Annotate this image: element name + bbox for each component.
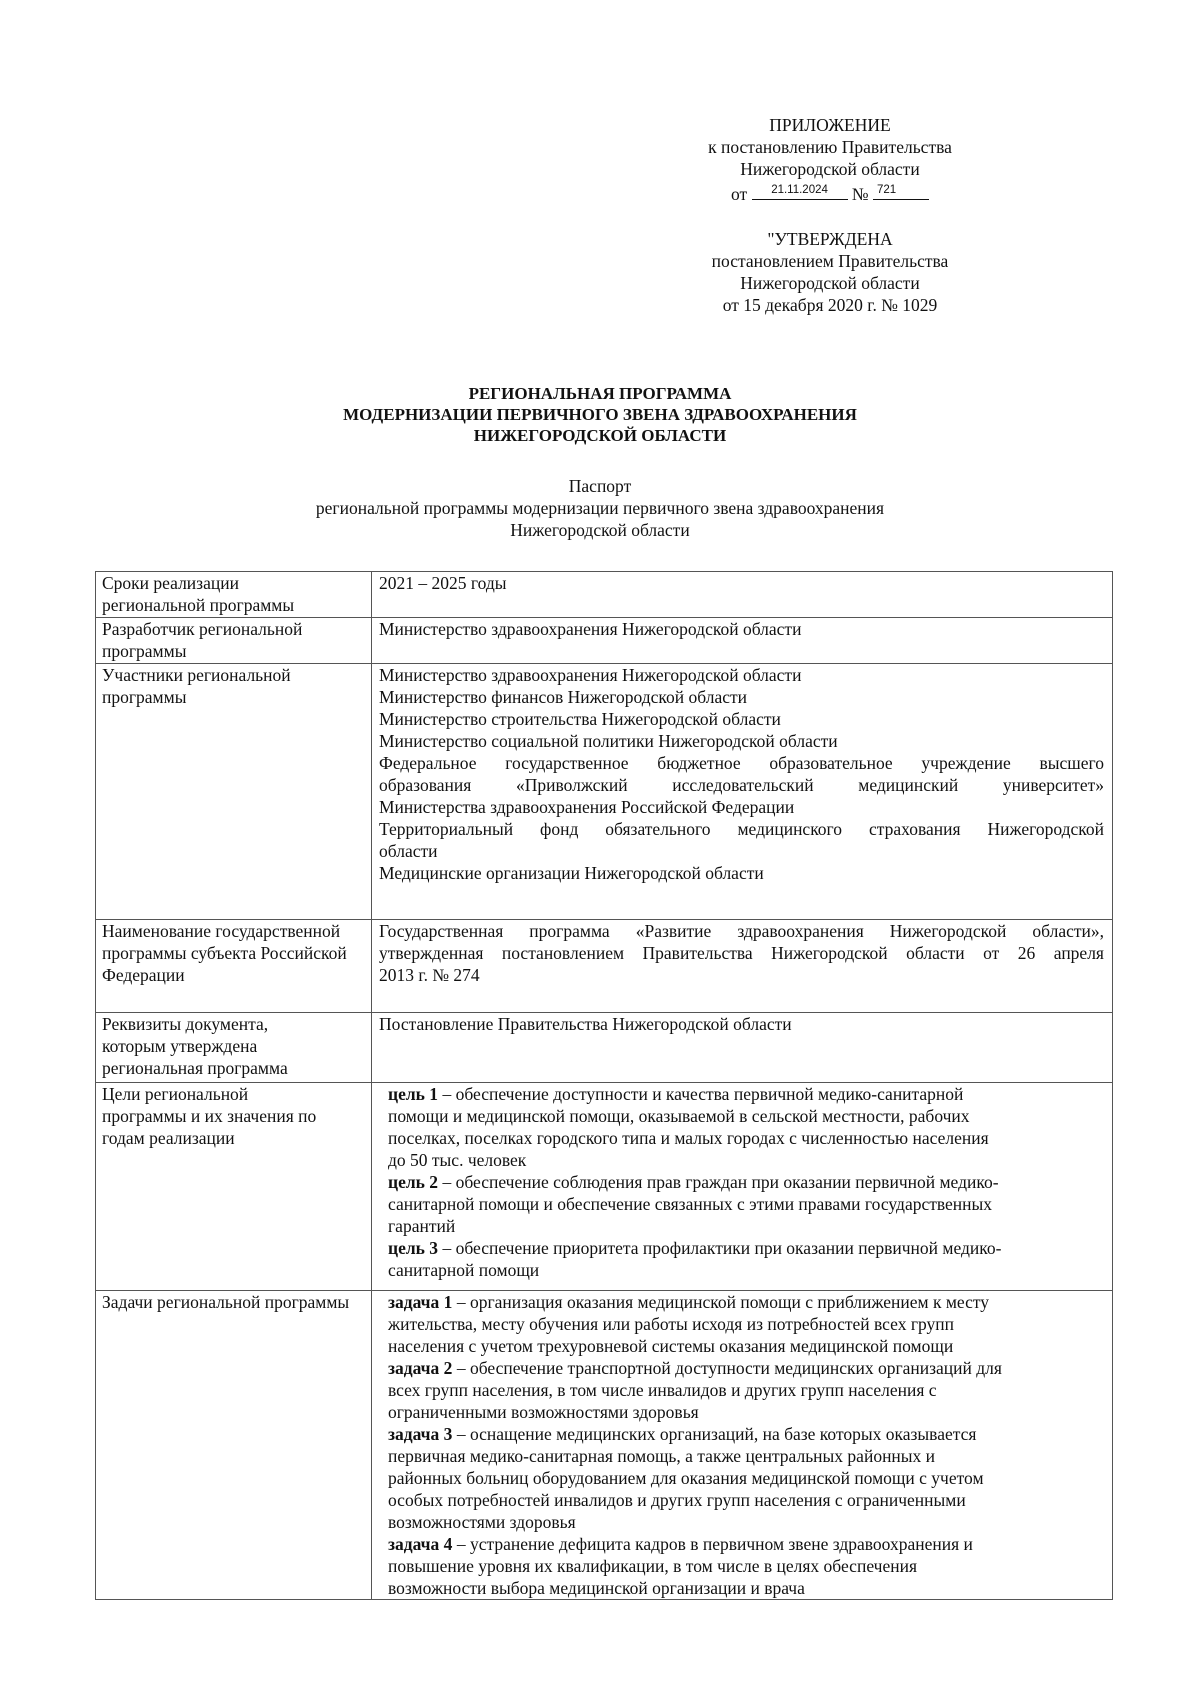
task-key: задача 1 [388, 1292, 453, 1312]
row-label: Задачи региональной программы [96, 1291, 372, 1600]
row-label: Реквизиты документа, которым утверждена региональная программа [96, 1013, 372, 1083]
row-label: Наименование государственной программы субъекта Российской Федерации [96, 920, 372, 1013]
table-row [96, 664, 1113, 920]
appendix-line-1: к постановлению Правительства [708, 137, 952, 157]
task-key: задача 2 [388, 1358, 453, 1378]
appendix-line-2: Нижегородской области [740, 159, 920, 179]
approved-line-1: постановлением Правительства [711, 251, 949, 271]
table-row [96, 1291, 1113, 1600]
task-key: задача 3 [388, 1424, 453, 1444]
task-key: задача 4 [388, 1534, 453, 1554]
row-value: 2021 – 2025 годы [372, 572, 1113, 618]
goal-key: цель 3 [388, 1238, 439, 1258]
approved-line-3: от 15 декабря 2020 г. № 1029 [722, 295, 938, 315]
title-line-3: НИЖЕГОРОДСКОЙ ОБЛАСТИ [473, 426, 727, 445]
table-row [96, 920, 1113, 1013]
table-row [96, 572, 1113, 618]
appendix-block [660, 114, 1000, 202]
passport-table [95, 571, 1113, 1600]
from-label: от [731, 184, 748, 204]
number-label: № [851, 184, 869, 204]
passport-heading [90, 475, 1110, 541]
appendix-date-line [660, 180, 1000, 202]
row-value: Постановление Правительства Нижегородской области [372, 1013, 1113, 1083]
passport-line-3: Нижегородской области [510, 520, 690, 540]
approved-block [660, 228, 1000, 316]
title-line-2: МОДЕРНИЗАЦИИ ПЕРВИЧНОГО ЗВЕНА ЗДРАВООХРАНЕНИЯ [343, 405, 857, 424]
table-row [96, 1013, 1113, 1083]
title-line-1: РЕГИОНАЛЬНАЯ ПРОГРАММА [468, 384, 732, 403]
number-value: 721 [877, 184, 897, 196]
row-label: Участники региональной программы [96, 664, 372, 920]
goal-key: цель 1 [388, 1084, 439, 1104]
row-value: Государственная программа «Развитие здравоохранения Нижегородской области», утвержденная постановлением Правительства Нижегородской области от 26 апреля 2013 г. № 274 [372, 920, 1113, 1013]
passport-line-1: Паспорт [568, 476, 632, 496]
table-row [96, 1083, 1113, 1291]
document-title [90, 383, 1110, 446]
date-field [752, 180, 848, 200]
table-row [96, 618, 1113, 664]
row-value: Министерство здравоохранения Нижегородской области [372, 618, 1113, 664]
row-value: цель 1 – обеспечение доступности и качества первичной медико-санитарной помощи и медицинской помощи, оказываемой в сельской местности, рабочих поселках, поселках городского типа и малых городах с численностью населения до 50 тыс. человек цель 2 – обеспечение соблюдения прав граждан при оказании первичной медико- санитарной помощи и обеспечение связанных с этими правами государственных гарантий цель 3 – обеспечение приоритета профилактики при оказании первичной медико- санитарной помощи [372, 1083, 1113, 1291]
row-label: Разработчик региональной программы [96, 618, 372, 664]
row-label: Цели региональной программы и их значения по годам реализации [96, 1083, 372, 1291]
number-field [873, 180, 929, 200]
goal-key: цель 2 [388, 1172, 439, 1192]
approved-title: "УТВЕРЖДЕНА [767, 229, 893, 249]
row-value: Министерство здравоохранения Нижегородской области Министерство финансов Нижегородской области Министерство строительства Нижегородской области Министерство социальной политики Нижегородской области Федеральное государственное бюджетное образовательное учреждение высшего образования «Приволжский исследовательский медицинский университет» Министерства здравоохранения Российской Федерации Территориальный фонд обязательного медицинского страхования Нижегородской области Медицинские организации Нижегородской области [372, 664, 1113, 920]
row-label: Сроки реализации региональной программы [96, 572, 372, 618]
date-value: 21.11.2024 [771, 184, 828, 196]
row-value: задача 1 – организация оказания медицинской помощи с приближением к месту жительства, месту обучения или работы исходя из потребностей всех групп населения с учетом трехуровневой системы оказания медицинской помощи задача 2 – обеспечение транспортной доступности медицинских организаций для всех групп населения, в том числе инвалидов и других групп населения с ограниченными возможностями здоровья задача 3 – оснащение медицинских организаций, на базе которых оказывается первичная медико-санитарная помощь, а также центральных районных и районных больниц оборудованием для оказания медицинской помощи с учетом особых потребностей инвалидов и других групп населения с ограниченными возможностями здоровья задача 4 – устранение дефицита кадров в первичном звене здравоохранения и повышение уровня их квалификации, в том числе в целях обеспечения возможности выбора медицинской организации и врача [372, 1291, 1113, 1600]
approved-line-2: Нижегородской области [740, 273, 920, 293]
passport-line-2: региональной программы модернизации первичного звена здравоохранения [315, 498, 885, 518]
appendix-title: ПРИЛОЖЕНИЕ [769, 115, 891, 135]
